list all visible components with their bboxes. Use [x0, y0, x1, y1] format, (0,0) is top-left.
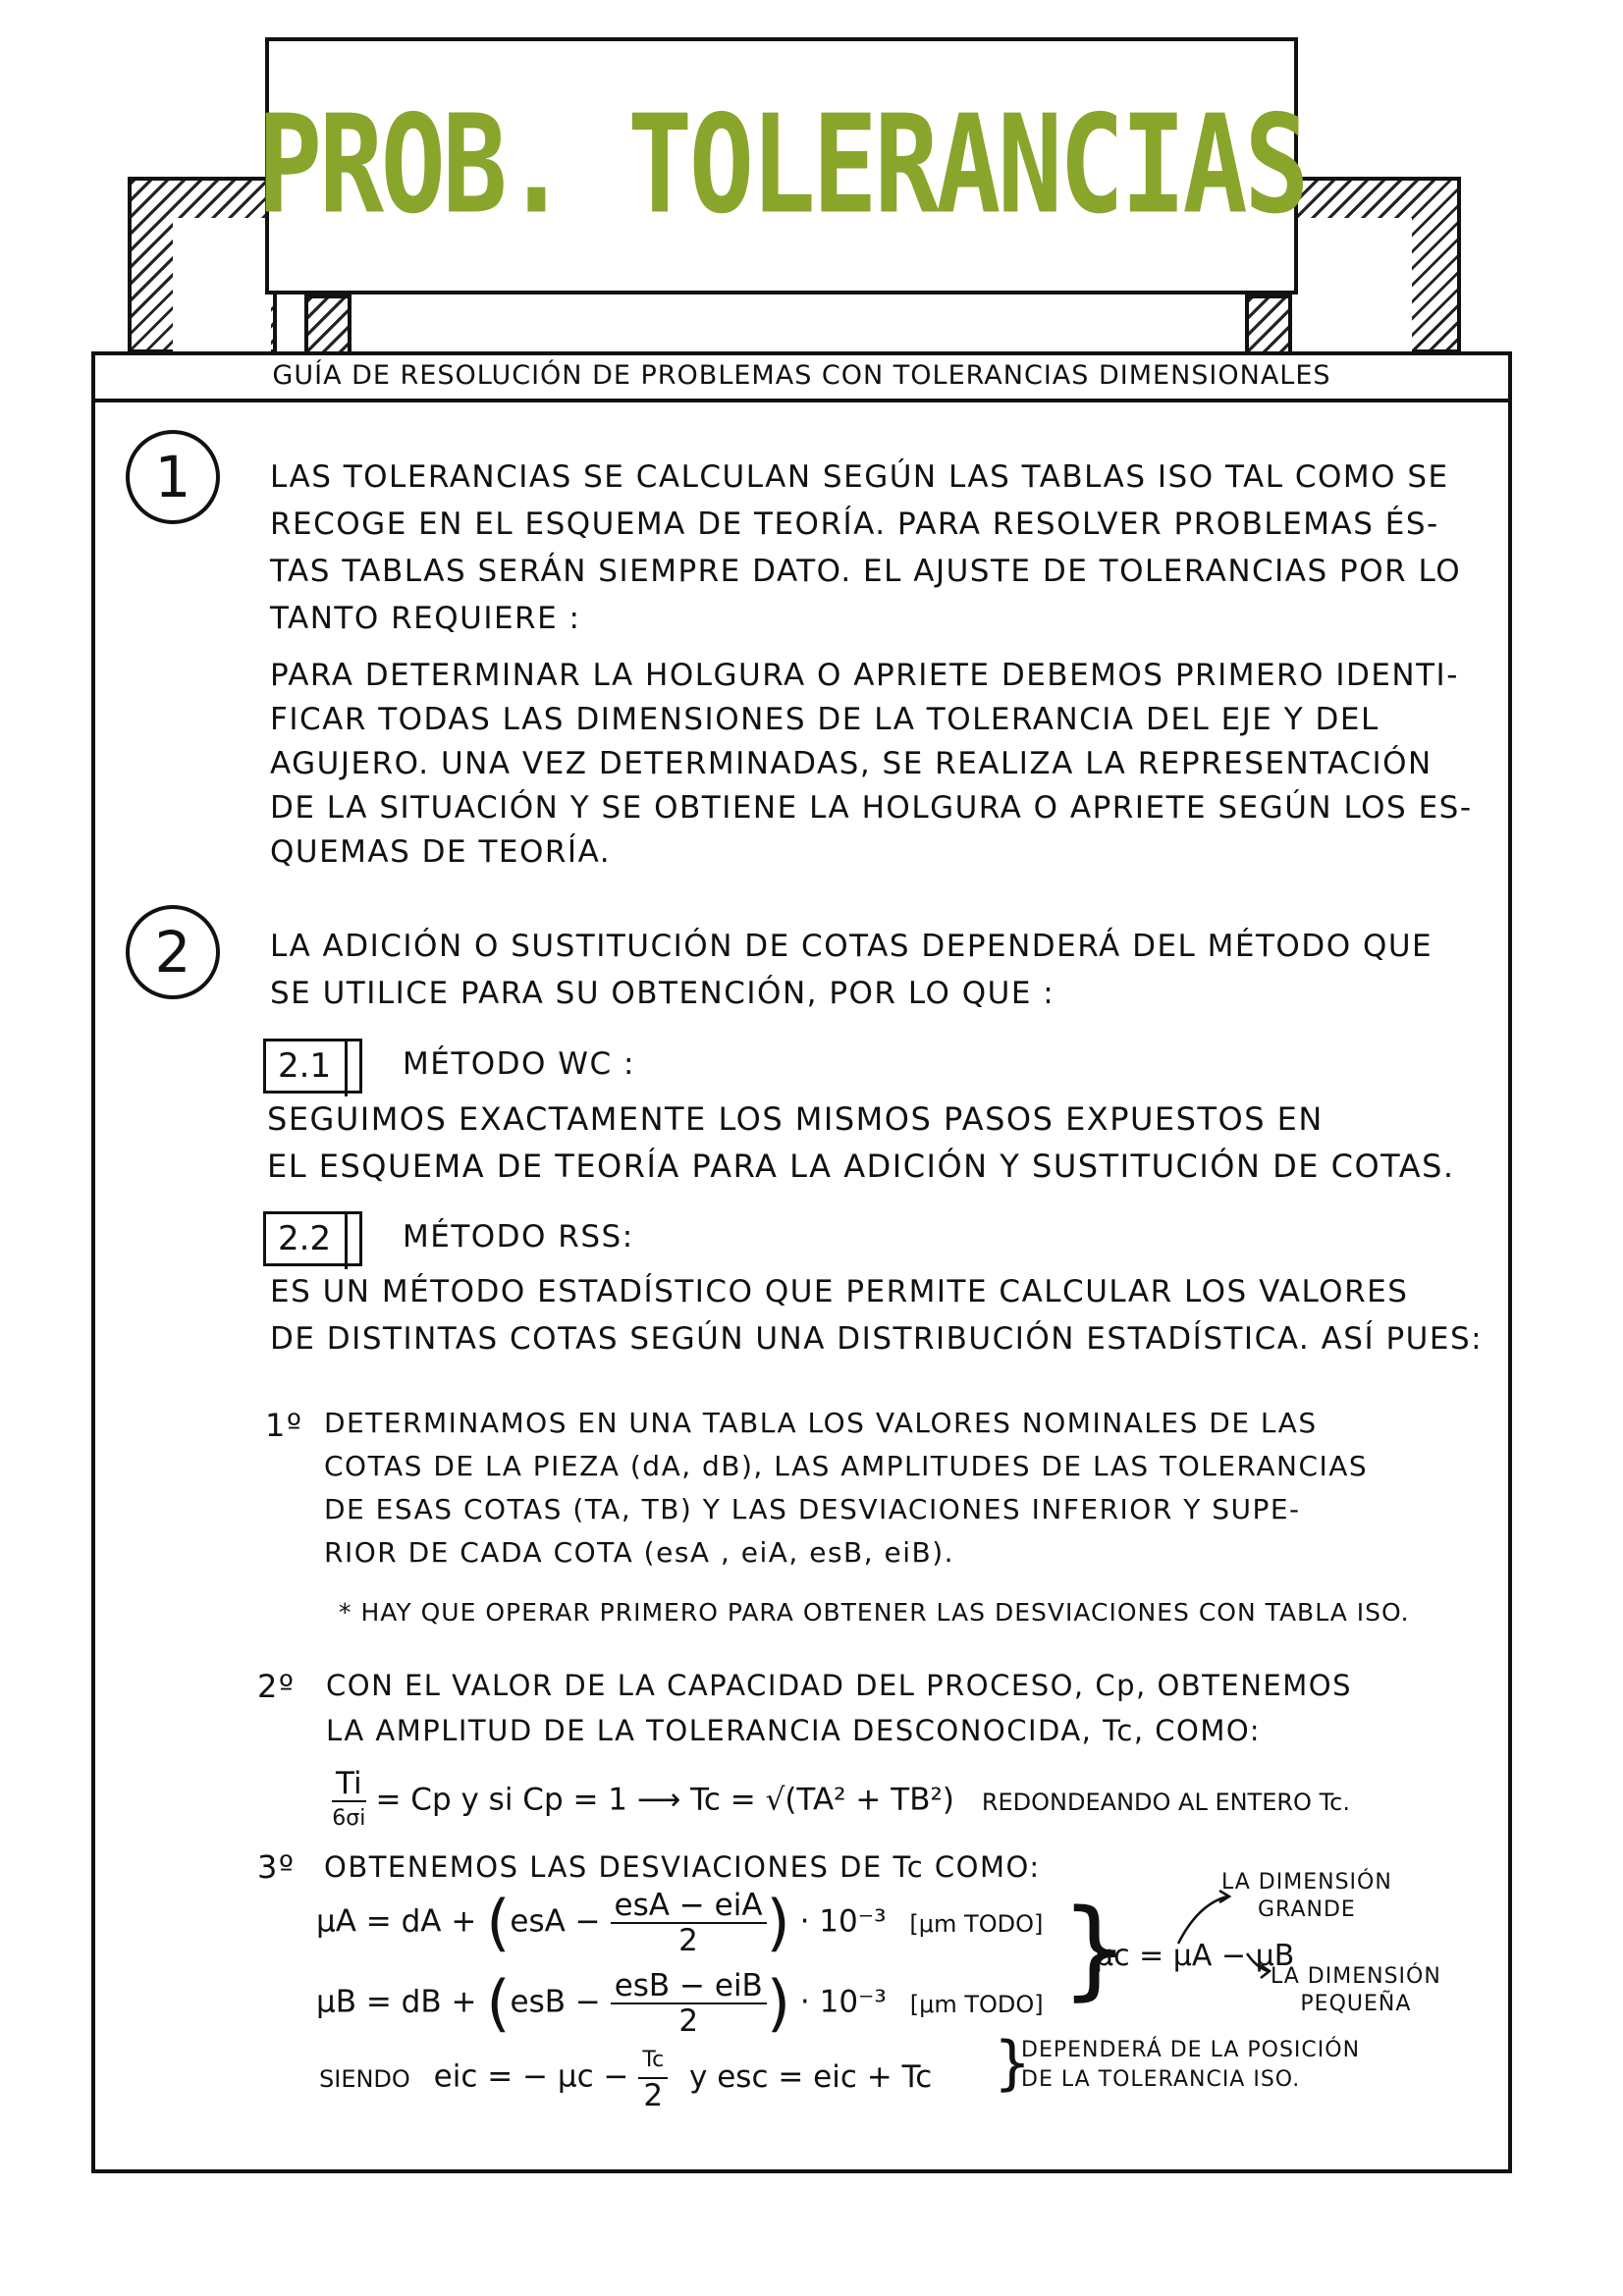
fraction-denominator: 2 — [678, 1923, 698, 1958]
subsection-tag-wc — [263, 1039, 362, 1094]
small-brace: } — [994, 2029, 1032, 2098]
rounding-note: REDONDEANDO AL ENTERO Tc. — [981, 1788, 1350, 1816]
section-number-text: 2 — [154, 919, 191, 986]
note-small-dimension — [1271, 1963, 1441, 2018]
subsection-title: MÉTODO WC : — [403, 1046, 635, 1082]
text-line: AGUJERO. UNA VEZ DETERMINADAS, SE REALIZA LA REPRESENTACIÓN — [270, 746, 1433, 781]
step-2-text — [326, 1663, 1352, 1753]
step-3-number — [257, 1843, 295, 1891]
fraction-denominator: 6σi — [332, 1806, 366, 1831]
text-line: TAS TABLAS SERÁN SIEMPRE DATO. EL AJUSTE DE TOLERANCIAS POR LO — [270, 554, 1462, 589]
section-number-2 — [126, 905, 220, 999]
page-title: PROB. TOLERANCIAS — [256, 86, 1307, 244]
text-line: DETERMINAMOS EN UNA TABLA LOS VALORES NOMINALES DE LAS — [324, 1407, 1318, 1439]
title-banner — [256, 37, 1307, 294]
arrows — [1159, 1885, 1276, 1983]
fraction-numerator: esA − eiA — [611, 1889, 767, 1924]
text-line: LAS TOLERANCIAS SE CALCULAN SEGÚN LAS TABLAS ISO TAL COMO SE — [270, 459, 1449, 495]
text-line: SE UTILICE PARA SU OBTENCIÓN, POR LO QUE : — [270, 976, 1055, 1011]
text-line: RIOR DE CADA COTA (esA , eiA, esB, eiB). — [324, 1536, 955, 1569]
text-line: QUEMAS DE TEORÍA. — [270, 834, 612, 870]
step-2-number — [257, 1663, 295, 1710]
text-line: GRANDE — [1258, 1897, 1356, 1922]
text-line: LA DIMENSIÓN — [1221, 1870, 1392, 1895]
formula-term: esA − — [510, 1903, 601, 1940]
text-line: DE ESAS COTAS (TA, TB) Y LAS DESVIACIONES INFERIOR Y SUPE- — [324, 1493, 1301, 1525]
text-line: LA DIMENSIÓN — [1271, 1964, 1441, 1989]
mu-a-formula: μA = dA + (esA − $\frac{\text{esA − eiA}}{2}$ ) · 10⁻³ [μm TODO] — [316, 1887, 1044, 1958]
subsection-title-rss — [403, 1213, 634, 1260]
section-number-text: 1 — [154, 444, 191, 510]
subsection-text-rss — [270, 1268, 1483, 1362]
text-line: LA AMPLITUD DE LA TOLERANCIA DESCONOCIDA, Tc, COMO: — [326, 1714, 1261, 1747]
arrow-up — [1178, 1896, 1227, 1944]
step-number: 1º — [265, 1407, 303, 1444]
text-line: OBTENEMOS LAS DESVIACIONES DE Tc COMO: — [324, 1850, 1041, 1884]
esc-formula: y esc = eic + Tc — [689, 2058, 933, 2095]
subsection-tag-rss — [263, 1211, 362, 1266]
mu-b-fraction — [611, 1969, 767, 2038]
text-line: PARA DETERMINAR LA HOLGURA O APRIETE DEBEMOS PRIMERO IDENTI- — [270, 658, 1459, 693]
step-2-formula — [332, 1767, 1350, 1836]
mu-a-fraction — [611, 1889, 767, 1957]
fraction-denominator: 2 — [678, 2003, 699, 2039]
brace: } — [1060, 1886, 1129, 2011]
ti-over-6sigma-fraction — [332, 1767, 366, 1836]
text-line: DEPENDERÁ DE LA POSICIÓN — [1021, 2038, 1361, 2062]
section1-paragraph-2 — [270, 654, 1473, 875]
right-sign-leg — [1245, 294, 1292, 355]
siendo-label: SIENDO — [319, 2064, 410, 2093]
tag-number: 2.2 — [278, 1219, 332, 1258]
fraction-numerator: Ti — [332, 1767, 366, 1802]
step-3-text — [324, 1843, 1041, 1891]
dependency-note — [1021, 2036, 1360, 2095]
text-line: DE DISTINTAS COTAS SEGÚN UNA DISTRIBUCIÓN ESTADÍSTICA. ASÍ PUES: — [270, 1321, 1484, 1357]
text-line: CON EL VALOR DE LA CAPACIDAD DEL PROCESO, Cp, OBTENEMOS — [326, 1669, 1352, 1702]
formula-unit: [μm TODO] — [909, 1990, 1044, 2018]
fraction-numerator: Tc — [638, 2044, 668, 2079]
step-1-text — [324, 1402, 1368, 1575]
right-post-gap — [1294, 218, 1412, 355]
formula-lhs: μA = dA + — [316, 1903, 477, 1940]
formula-factor: · 10⁻³ — [799, 1984, 887, 2020]
text-line: FICAR TODAS LAS DIMENSIONES DE LA TOLERANCIA DEL EJE Y DEL — [270, 702, 1380, 737]
text-line: SEGUIMOS EXACTAMENTE LOS MISMOS PASOS EXPUESTOS EN — [267, 1100, 1324, 1138]
text-line: PEQUEÑA — [1300, 1992, 1412, 2016]
text-line: LA ADICIÓN O SUSTITUCIÓN DE COTAS DEPENDERÁ DEL MÉTODO QUE — [270, 929, 1434, 964]
formula-term: esB − — [510, 1984, 601, 2020]
text-line: COTAS DE LA PIEZA (dA, dB), LAS AMPLITUDES DE LAS TOLERANCIAS — [324, 1450, 1369, 1482]
left-sign-leg — [304, 294, 352, 355]
subtitle-bar — [91, 351, 1512, 402]
fraction-numerator: esB − eiB — [611, 1969, 767, 2004]
section-number-1 — [126, 430, 220, 524]
step-1-number — [265, 1402, 302, 1449]
text-line: DE LA SITUACIÓN Y SE OBTIENE LA HOLGURA O APRIETE SEGÚN LOS ES- — [270, 790, 1473, 826]
step-1-note: * HAY QUE OPERAR PRIMERO PARA OBTENER LAS DESVIACIONES CON TABLA ISO. — [339, 1598, 1410, 1627]
tc-formula: = Cp y si Cp = 1 ⟶ Tc = √(TA² + TB²) — [375, 1782, 954, 1818]
section2-intro — [270, 923, 1433, 1017]
section1-paragraph-1 — [270, 454, 1461, 642]
formula-lhs: μB = dB + — [316, 1984, 477, 2020]
formula-unit: [μm TODO] — [909, 1909, 1044, 1938]
tc-over-2-fraction — [638, 2044, 668, 2112]
tag-number: 2.1 — [278, 1046, 332, 1086]
step-number: 3º — [257, 1848, 296, 1886]
formula-factor: · 10⁻³ — [799, 1903, 887, 1940]
subsection-title-wc — [403, 1041, 635, 1088]
subsection-text-wc — [267, 1095, 1455, 1190]
mu-c-formula: μc = μA − μB — [1095, 1939, 1295, 1973]
fraction-denominator: 2 — [643, 2078, 664, 2113]
step-number: 2º — [257, 1668, 296, 1705]
subtitle: GUÍA DE RESOLUCIÓN DE PROBLEMAS CON TOLERANCIAS DIMENSIONALES — [272, 359, 1331, 391]
formula-lhs: eic = − μc − — [433, 2058, 629, 2095]
text-line: RECOGE EN EL ESQUEMA DE TEORÍA. PARA RESOLVER PROBLEMAS ÉS- — [270, 507, 1439, 542]
text-line: EL ESQUEMA DE TEORÍA PARA LA ADICIÓN Y SUSTITUCIÓN DE COTAS. — [267, 1148, 1455, 1185]
mu-b-formula: μB = dB + (esB − $\frac{\text{esB − eiB}}{2}$ ) · 10⁻³ [μm TODO] — [316, 1967, 1044, 2039]
eic-formula — [319, 2044, 932, 2112]
subsection-title: MÉTODO RSS: — [403, 1219, 634, 1255]
text-line: DE LA TOLERANCIA ISO. — [1021, 2067, 1301, 2092]
text-line: ES UN MÉTODO ESTADÍSTICO QUE PERMITE CALCULAR LOS VALORES — [270, 1274, 1409, 1309]
text-line: TANTO REQUIERE : — [270, 601, 581, 636]
